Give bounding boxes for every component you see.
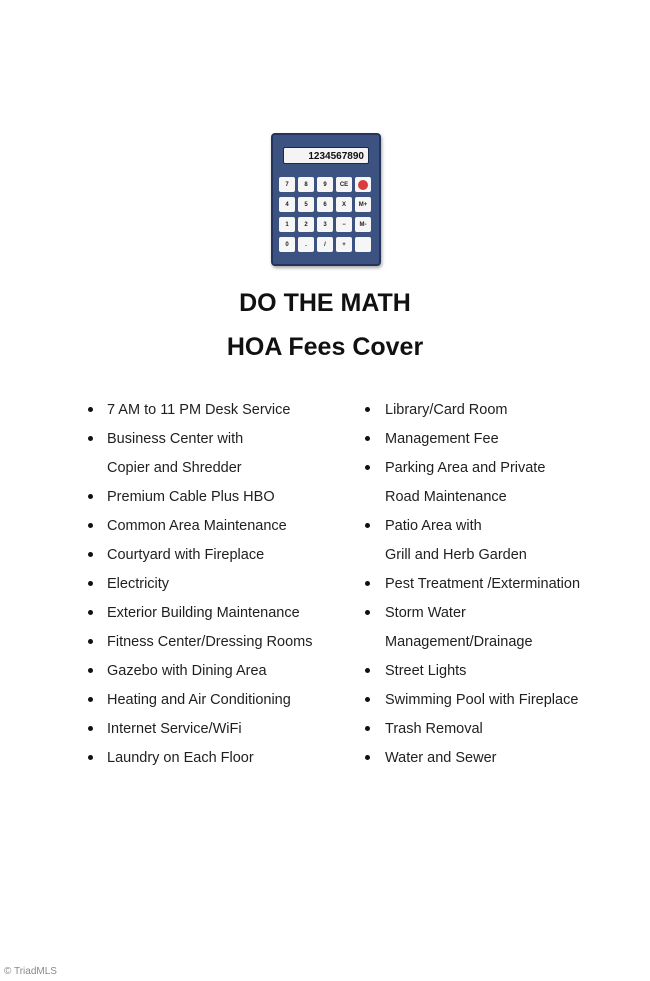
calculator-key: 0 xyxy=(279,237,295,252)
list-item: Internet Service/WiFi xyxy=(86,716,313,745)
calculator-key: 1 xyxy=(279,217,295,232)
list-item-continuation: Grill and Herb Garden xyxy=(385,547,527,563)
heading-line-2: HOA Fees Cover xyxy=(226,333,424,361)
list-item: Parking Area and Private xyxy=(364,455,580,484)
list-item-continuation: Management/Drainage xyxy=(385,634,533,650)
list-item-continuation: Copier and Shredder xyxy=(107,460,242,476)
calculator-key: 6 xyxy=(317,197,333,212)
list-item: Library/Card Room xyxy=(364,397,580,426)
fees-list-right xyxy=(364,397,580,774)
calculator-key xyxy=(355,237,371,252)
list-item: Swimming Pool with Fireplace xyxy=(364,687,580,716)
list-item: Courtyard with Fireplace xyxy=(86,542,313,571)
power-key-icon xyxy=(355,177,371,192)
list-item: Electricity xyxy=(86,571,313,600)
list-item: 7 AM to 11 PM Desk Service xyxy=(86,397,313,426)
calculator-key: 8 xyxy=(298,177,314,192)
calculator-key: 9 xyxy=(317,177,333,192)
copyright-watermark: © TriadMLS xyxy=(4,966,57,977)
list-item: Gazebo with Dining Area xyxy=(86,658,313,687)
list-item: Common Area Maintenance xyxy=(86,513,313,542)
list-item: Water and Sewer xyxy=(364,745,580,774)
calculator-key: X xyxy=(336,197,352,212)
calculator-key: 3 xyxy=(317,217,333,232)
calculator-key: + xyxy=(336,237,352,252)
list-item: Patio Area with xyxy=(364,513,580,542)
list-item: Business Center with xyxy=(86,426,313,455)
calculator-key: / xyxy=(317,237,333,252)
calculator-key: 5 xyxy=(298,197,314,212)
fees-list-left xyxy=(86,397,313,774)
calculator-key: . xyxy=(298,237,314,252)
calculator-key: 4 xyxy=(279,197,295,212)
list-item: Trash Removal xyxy=(364,716,580,745)
list-item: Laundry on Each Floor xyxy=(86,745,313,774)
calculator-key: − xyxy=(336,217,352,232)
calculator-icon xyxy=(271,133,381,266)
list-item: Exterior Building Maintenance xyxy=(86,600,313,629)
list-item: Management Fee xyxy=(364,426,580,455)
calculator-key: 7 xyxy=(279,177,295,192)
list-item: Heating and Air Conditioning xyxy=(86,687,313,716)
list-item: Storm Water xyxy=(364,600,580,629)
list-item: Street Lights xyxy=(364,658,580,687)
list-item: Pest Treatment /Extermination xyxy=(364,571,580,600)
calculator-key: CE xyxy=(336,177,352,192)
calculator-keypad xyxy=(279,177,375,252)
calculator-display: 1234567890 xyxy=(283,147,369,164)
list-item: Premium Cable Plus HBO xyxy=(86,484,313,513)
calculator-key: M+ xyxy=(355,197,371,212)
list-item-continuation: Road Maintenance xyxy=(385,489,507,505)
list-item: Fitness Center/Dressing Rooms xyxy=(86,629,313,658)
heading-line-1: DO THE MATH xyxy=(239,289,411,317)
calculator-key: M- xyxy=(355,217,371,232)
calculator-key: 2 xyxy=(298,217,314,232)
